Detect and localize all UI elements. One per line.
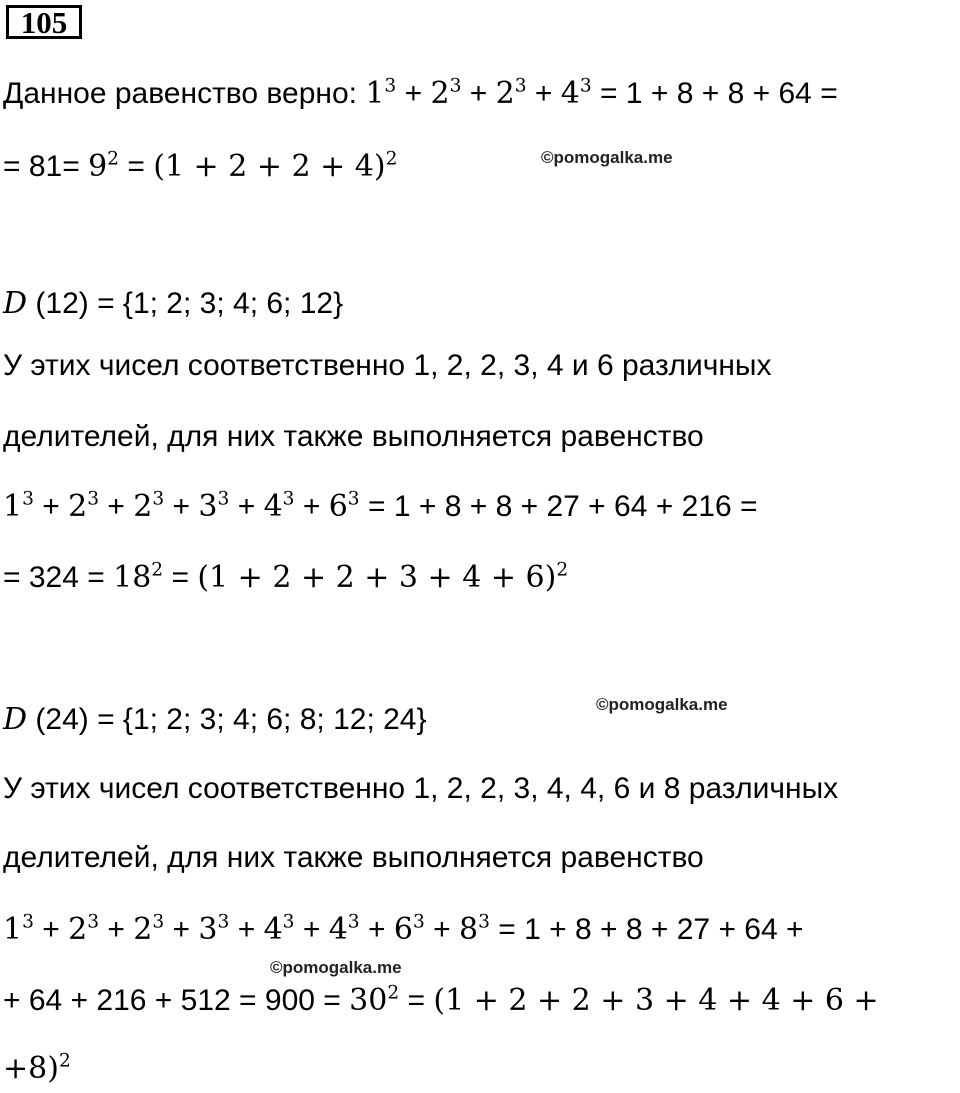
term-exponent: 3: [412, 911, 425, 933]
section2-text-line2: делителей, для них также выполняется равенство: [3, 420, 704, 453]
term-exponent: 3: [449, 75, 462, 97]
plus-sign: +: [164, 913, 199, 946]
paren-expression-end: +8): [3, 1051, 59, 1086]
paren-exponent: 2: [556, 559, 569, 581]
cube-sum: [3, 913, 490, 946]
power-exponent: 2: [107, 148, 120, 170]
term-base: 6: [393, 912, 413, 947]
power-base: 30: [349, 983, 388, 1018]
term-exponent: 3: [22, 911, 34, 933]
divisor-set-symbol: D: [3, 702, 28, 737]
equals: =: [399, 984, 434, 1017]
term-base: 1: [3, 912, 23, 947]
plus-sign: +: [424, 913, 459, 946]
term-exponent: 3: [282, 911, 295, 933]
term-base: 4: [328, 912, 348, 947]
power-base: 9: [88, 149, 108, 184]
term-exponent: 3: [152, 488, 165, 510]
watermark: ©pomogalka.me: [270, 958, 402, 977]
watermark: ©pomogalka.me: [541, 148, 673, 167]
equals: =: [163, 561, 198, 594]
paren-expression: (1 + 2 + 2 + 3 + 4 + 4 + 6 +: [433, 983, 879, 1018]
section2-result-line: [3, 558, 568, 598]
term-base: 2: [133, 489, 153, 524]
term-base: 2: [495, 76, 515, 111]
result-prefix: = 324 =: [3, 561, 114, 594]
plus-sign: +: [33, 490, 69, 523]
term-exponent: 3: [478, 911, 490, 933]
divisor-set: (24) = {1; 2; 3; 4; 6; 8; 12; 24}: [27, 703, 427, 736]
section3-text-line2: делителей, для них также выполняется равенство: [3, 841, 704, 874]
paren-exponent: 2: [58, 1050, 71, 1072]
section2-sum-line: [3, 487, 757, 527]
term-base: 2: [68, 489, 88, 524]
section3-set-line: [3, 700, 427, 740]
plus-sign: +: [229, 913, 264, 946]
plus-sign: +: [359, 913, 394, 946]
term-exponent: 3: [87, 911, 100, 933]
term-exponent: 3: [217, 488, 230, 510]
plus-sign: +: [526, 77, 561, 110]
term-base: 1: [3, 489, 23, 524]
term-base: 4: [263, 912, 283, 947]
section2-set-line: [3, 284, 343, 324]
section3-result-line: [3, 981, 879, 1021]
section3-final-line: [3, 1049, 71, 1089]
term-exponent: 3: [282, 488, 295, 510]
result-prefix: = 81=: [3, 150, 89, 183]
sum-tail: = 1 + 8 + 8 + 27 + 64 + 216 =: [359, 490, 758, 523]
problem-number: 105: [6, 5, 82, 39]
paren-expression: (1 + 2 + 2 + 4): [153, 149, 386, 184]
term-exponent: 3: [217, 911, 230, 933]
paren-expression: (1 + 2 + 2 + 3 + 4 + 6): [197, 560, 557, 595]
plus-sign: +: [33, 913, 69, 946]
plus-sign: +: [294, 913, 329, 946]
divisor-set: (12) = {1; 2; 3; 4; 6; 12}: [27, 287, 344, 320]
term-base: 2: [133, 912, 153, 947]
plus-sign: +: [396, 77, 431, 110]
cube-sum: [365, 77, 591, 110]
sum-tail: = 1 + 8 + 8 + 64 =: [591, 77, 838, 110]
term-base: 4: [263, 489, 283, 524]
section1-line1: [3, 74, 838, 114]
intro-text: Данное равенство верно:: [3, 77, 366, 110]
watermark: ©pomogalka.me: [596, 695, 728, 714]
cube-sum: [3, 490, 360, 523]
section1-line2: [3, 147, 397, 187]
section3-text-line1: У этих чисел соответственно 1, 2, 2, 3, 4, 4, 6 и 8 различных: [3, 772, 839, 805]
section2-text-line1: У этих чисел соответственно 1, 2, 2, 3, 4 и 6 различных: [3, 349, 772, 382]
power-exponent: 2: [387, 982, 400, 1004]
term-exponent: 3: [347, 911, 360, 933]
plus-sign: +: [164, 490, 199, 523]
term-base: 8: [458, 912, 479, 947]
plus-sign: +: [229, 490, 264, 523]
power-base: 18: [113, 560, 152, 595]
term-base: 4: [560, 76, 580, 111]
term-base: 3: [198, 489, 218, 524]
plus-sign: +: [99, 490, 134, 523]
term-base: 1: [365, 76, 385, 111]
term-exponent: 3: [579, 75, 592, 97]
term-base: 2: [68, 912, 88, 947]
plus-sign: +: [461, 77, 496, 110]
divisor-set-symbol: D: [3, 286, 28, 321]
paren-exponent: 2: [385, 148, 398, 170]
term-exponent: 3: [87, 488, 100, 510]
term-exponent: 3: [347, 488, 360, 510]
power-exponent: 2: [151, 559, 164, 581]
term-base: 6: [328, 489, 348, 524]
section3-sum-line: [3, 910, 804, 950]
equals: =: [119, 150, 154, 183]
term-base: 3: [198, 912, 218, 947]
term-exponent: 3: [22, 488, 34, 510]
sum-tail: = 1 + 8 + 8 + 27 + 64 +: [489, 913, 804, 946]
result-prefix: + 64 + 216 + 512 = 900 =: [3, 984, 350, 1017]
plus-sign: +: [99, 913, 134, 946]
term-exponent: 3: [384, 75, 397, 97]
plus-sign: +: [294, 490, 329, 523]
term-exponent: 3: [152, 911, 165, 933]
term-base: 2: [430, 76, 450, 111]
term-exponent: 3: [514, 75, 527, 97]
